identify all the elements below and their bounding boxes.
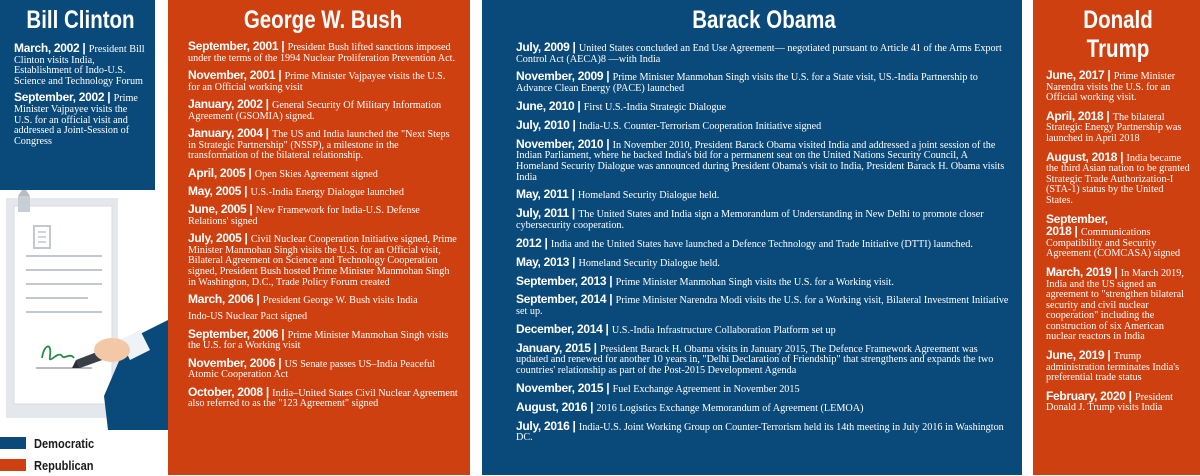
entry-separator: | bbox=[572, 254, 576, 269]
timeline-entry bbox=[1046, 149, 1190, 207]
entry-text: The United States and India sign a Memorandum of Understanding in New Delhi to promote closer cybersecurity cooperation. bbox=[516, 209, 984, 231]
entry-date: 2012 bbox=[516, 235, 542, 250]
entry-date: July, 2011 bbox=[516, 206, 569, 221]
obama-entries bbox=[516, 42, 1012, 444]
entry-text: Open Skies Agreement signed bbox=[254, 168, 378, 180]
entry-text: 2016 Logistics Exchange Memorandum of Agreement (LEMOA) bbox=[596, 402, 864, 414]
entry-date: September, 2014 bbox=[516, 292, 607, 307]
timeline-entry bbox=[188, 96, 458, 122]
trump-title: Donald Trump bbox=[1083, 6, 1153, 63]
entry-separator: | bbox=[606, 380, 610, 395]
entry-separator: | bbox=[605, 321, 609, 336]
obama-title: Barack Obama bbox=[692, 6, 836, 34]
entry-separator: | bbox=[1128, 388, 1132, 403]
entry-text: Prime Minister Manmohan Singh visits the U.S. for a Working visit. bbox=[615, 276, 894, 288]
entry-separator: | bbox=[249, 202, 253, 217]
entry-date: December, 2014 bbox=[516, 321, 603, 336]
legend-label-democratic: Democratic bbox=[34, 435, 95, 451]
entry-date: May, 2005 bbox=[188, 183, 242, 198]
obama-column bbox=[482, 0, 1022, 475]
timeline-entry bbox=[188, 384, 458, 410]
timeline-entry bbox=[188, 183, 458, 199]
entry-separator: | bbox=[1120, 149, 1124, 164]
clinton-entries bbox=[14, 43, 147, 147]
entry-date: August, 2016 bbox=[516, 399, 588, 414]
timeline-entry bbox=[188, 355, 458, 381]
entry-text: New Framework for India-U.S. Defense Relations' signed bbox=[188, 205, 420, 227]
timeline-entry bbox=[516, 189, 1012, 202]
timeline-entry bbox=[1046, 70, 1190, 104]
entry-separator: | bbox=[278, 67, 282, 82]
timeline-entry bbox=[188, 125, 458, 162]
timeline-entry bbox=[516, 208, 1012, 231]
entry-separator: | bbox=[544, 235, 548, 250]
entry-date: June, 2005 bbox=[188, 202, 247, 217]
entry-date: January, 2004 bbox=[188, 125, 263, 140]
entry-text: General Security Of Military Information Agreement (GSOMIA) signed. bbox=[188, 99, 442, 122]
entry-text: Prime Minister Narendra visits the U.S. for an Official working visit. bbox=[1046, 71, 1176, 104]
timeline-entry bbox=[516, 71, 1012, 94]
entry-text: President Bill Clinton visits India, Establishment of Indo-U.S. Science and Technology Forum bbox=[14, 44, 145, 87]
entry-text: India–United States Civil Nuclear Agreement also referred to as the "123 Agreement" signed bbox=[188, 387, 458, 410]
timeline-entry bbox=[188, 312, 458, 323]
republican-swatch bbox=[0, 459, 26, 471]
entry-text: Indo-US Nuclear Pact signed bbox=[188, 311, 308, 323]
entry-separator: | bbox=[265, 384, 270, 399]
entry-text: India became the third Asian nation to be granted Strategic Trade Authorization-I (STA-1) status by the United States. bbox=[1046, 152, 1190, 206]
document-signing-icon bbox=[0, 190, 168, 430]
entry-date: February, 2020 bbox=[1046, 388, 1126, 403]
entry-separator: | bbox=[244, 231, 248, 246]
timeline-entry bbox=[516, 98, 1012, 114]
entry-date: June, 2017 bbox=[1046, 68, 1105, 82]
entry-date: August, 2018 bbox=[1046, 149, 1118, 164]
entry-text: Prime Minister Manmohan Singh visits the U.S. for a State visit, US.-India Partnership to Advance Clean Energy (PACE) launched bbox=[516, 72, 978, 95]
timeline-entry bbox=[1046, 388, 1190, 414]
entry-separator: | bbox=[265, 125, 269, 140]
entry-date: March, 2002 bbox=[14, 41, 80, 55]
entry-separator: | bbox=[281, 39, 285, 53]
entry-text: President Donald J. Trump visits India bbox=[1046, 391, 1173, 414]
timeline-entry bbox=[516, 380, 1012, 396]
timeline-entry bbox=[516, 235, 1012, 251]
timeline-entry bbox=[516, 340, 1012, 377]
entry-date: September, 2018 bbox=[1046, 211, 1108, 239]
document-signing-illustration bbox=[0, 190, 168, 430]
entry-date: September, 2013 bbox=[516, 273, 607, 288]
entry-text: India-U.S. Counter-Terrorism Cooperation Initiative signed bbox=[578, 120, 822, 132]
entry-date: January, 2002 bbox=[188, 96, 263, 111]
entry-separator: | bbox=[256, 292, 260, 307]
entry-date: May, 2013 bbox=[516, 254, 570, 269]
entry-date: April, 2018 bbox=[1046, 108, 1104, 123]
entry-separator: | bbox=[1114, 264, 1118, 279]
entry-date: June, 2019 bbox=[1046, 348, 1105, 363]
clinton-title: Bill Clinton bbox=[26, 6, 135, 34]
democratic-swatch bbox=[0, 437, 26, 449]
entry-separator: | bbox=[265, 96, 269, 111]
entry-date: July, 2009 bbox=[516, 40, 570, 54]
entry-text: India-U.S. Joint Working Group on Counter-Terrorism held its 14th meeting in July 2016 in Washington DC. bbox=[516, 421, 1004, 444]
entry-date: October, 2008 bbox=[188, 384, 263, 399]
timeline-entry bbox=[516, 399, 1012, 415]
entry-text: First U.S.-India Strategic Dialogue bbox=[583, 101, 727, 113]
timeline-entry bbox=[188, 233, 458, 288]
timeline-entry bbox=[516, 136, 1012, 183]
trump-column bbox=[1033, 0, 1200, 475]
entry-text: U.S.-India Energy Dialogue launched bbox=[250, 186, 404, 198]
entry-date: November, 2015 bbox=[516, 380, 604, 395]
entry-date: November, 2006 bbox=[188, 355, 276, 370]
timeline-entry bbox=[1046, 211, 1190, 260]
entry-text: Homeland Security Dialogue held. bbox=[578, 257, 720, 269]
entry-date: November, 2009 bbox=[516, 69, 604, 84]
entry-date: July, 2016 bbox=[516, 418, 570, 433]
entry-text: Communications Compatibility and Security Agreement (COMCASA) signed bbox=[1046, 227, 1181, 260]
entry-date: September, 2002 bbox=[14, 90, 105, 105]
entry-separator: | bbox=[281, 326, 285, 341]
timeline-entry bbox=[188, 67, 458, 93]
entry-text: Trump administration terminates India's preferential trade status bbox=[1046, 351, 1180, 384]
legend-item-democratic bbox=[0, 432, 105, 454]
timeline-entry bbox=[516, 321, 1012, 337]
entry-date: November, 2010 bbox=[516, 136, 604, 151]
entry-text: Prime Minister Manmohan Singh visits the U.S. for a Working visit bbox=[188, 329, 449, 352]
timeline-entry bbox=[516, 117, 1012, 133]
entry-separator: | bbox=[590, 399, 594, 414]
timeline-entry bbox=[516, 273, 1012, 289]
entry-separator: | bbox=[572, 117, 576, 132]
timeline-entry bbox=[516, 418, 1012, 444]
timeline-entry bbox=[1046, 264, 1190, 343]
entry-separator: | bbox=[593, 340, 597, 355]
entry-date: March, 2006 bbox=[188, 292, 254, 307]
entry-separator: | bbox=[278, 355, 282, 370]
timeline-entry bbox=[516, 294, 1012, 317]
bush-column bbox=[168, 0, 470, 475]
entry-text: US Senate passes US–India Peaceful Atomic Cooperation Act bbox=[188, 358, 436, 381]
timeline-entry bbox=[188, 294, 458, 307]
entry-text: Prime Minister Vajpayee visits the U.S. for an Official working visit bbox=[188, 70, 446, 93]
entry-text: President George W. Bush visits India bbox=[262, 295, 418, 307]
entry-separator: | bbox=[1107, 68, 1111, 82]
entry-separator: | bbox=[571, 187, 575, 202]
party-legend bbox=[0, 432, 105, 476]
timeline-entry bbox=[14, 43, 147, 87]
bush-title: George W. Bush bbox=[243, 6, 403, 34]
entry-date: May, 2011 bbox=[516, 187, 569, 202]
entry-separator: | bbox=[107, 90, 111, 105]
entry-text: United States concluded an End Use Agreement— negotiated pursuant to Article 41 of the Arms Export Control Act (AECA)8 —with India bbox=[516, 43, 1002, 65]
trump-entries bbox=[1046, 70, 1190, 414]
entry-separator: | bbox=[244, 183, 248, 198]
entry-date: July, 2010 bbox=[516, 117, 570, 132]
entry-separator: | bbox=[1107, 348, 1111, 363]
entry-text: In November 2010, President Barack Obama visited India and addressed a joint session of the Indian Parliament, where he backed India's bid for a permanent seat on the United Nations Security Council, A Homeland Security Dialogue was announced during President Obama's visit to India, President Barack H. Obama visits India bbox=[516, 139, 1005, 183]
legend-label-republican: Republican bbox=[34, 457, 94, 473]
entry-separator: | bbox=[1074, 224, 1078, 239]
timeline-entry bbox=[188, 326, 458, 352]
entry-date: July, 2005 bbox=[188, 231, 242, 246]
legend-item-republican bbox=[0, 454, 105, 476]
timeline-entry bbox=[516, 254, 1012, 270]
entry-separator: | bbox=[572, 40, 576, 54]
entry-text: The bilateral Strategic Energy Partnership was launched in April 2018 bbox=[1046, 111, 1182, 144]
bush-entries bbox=[188, 41, 458, 410]
entry-separator: | bbox=[609, 273, 613, 288]
entry-date: March, 2019 bbox=[1046, 264, 1112, 279]
entry-date: November, 2001 bbox=[188, 67, 276, 82]
entry-date: June, 2010 bbox=[516, 98, 575, 113]
entry-text: President Bush lifted sanctions imposed under the terms of the 1994 Nuclear Proliferation Prevention Act. bbox=[188, 42, 456, 64]
entry-text: Civil Nuclear Cooperation Initiative signed, Prime Minister Manmohan Singh visits the U.S. for an Official visit, Bilateral Agreement on Science and Technology Cooperation signed, President Bush hosted Prime Minister Manmohan Singh in Washington, D.C., Trade Policy Forum created bbox=[188, 234, 457, 288]
entry-text: Homeland Security Dialogue held. bbox=[577, 190, 720, 202]
entry-separator: | bbox=[1106, 108, 1110, 123]
timeline-entry bbox=[1046, 108, 1190, 145]
entry-text: Fuel Exchange Agreement in November 2015 bbox=[612, 383, 800, 395]
entry-text: In March 2019, India and the US signed an agreement to "strengthen bilateral security and civil nuclear cooperation" including the construction of six American nuclear reactors in India bbox=[1046, 267, 1184, 343]
entry-separator: | bbox=[571, 206, 576, 221]
timeline-entry bbox=[14, 92, 147, 147]
timeline-entry bbox=[516, 42, 1012, 65]
entry-text: President Barack H. Obama visits in January 2015, The Defence Framework Agreement was updated and renewed for another 10 years in, "Delhi Declaration of Friendship" that strengthens and expands the two countries' relationship as part of the Post-2015 Development Agenda bbox=[516, 343, 994, 377]
entry-text: Prime Minister Narendra Modi visits the U.S. for a Working visit, Bilateral Investment Initiative set up. bbox=[516, 295, 1009, 318]
timeline-entry bbox=[1046, 350, 1190, 384]
entry-separator: | bbox=[609, 292, 613, 307]
entry-date: September, 2006 bbox=[188, 326, 279, 341]
entry-separator: | bbox=[572, 418, 576, 433]
clinton-column bbox=[0, 0, 155, 190]
timeline-entry bbox=[188, 165, 458, 181]
entry-date: January, 2015 bbox=[516, 340, 591, 355]
entry-separator: | bbox=[82, 41, 86, 55]
entry-separator: | bbox=[606, 69, 610, 84]
entry-date: September, 2001 bbox=[188, 39, 279, 53]
entry-separator: | bbox=[606, 136, 610, 151]
timeline-entry bbox=[188, 204, 458, 227]
entry-separator: | bbox=[577, 98, 581, 113]
entry-text: The US and India launched the "Next Steps in Strategic Partnership" (NSSP), a milestone in the transformation of the bilateral relationship. bbox=[188, 128, 450, 162]
entry-text: India and the United States have launched a Defence Technology and Trade Initiative (DTTI) launched. bbox=[550, 238, 973, 250]
timeline-entry bbox=[188, 41, 458, 64]
entry-text: U.S.-India Infrastructure Collaboration Platform set up bbox=[611, 324, 836, 336]
entry-separator: | bbox=[248, 165, 252, 180]
entry-date: April, 2005 bbox=[188, 165, 246, 180]
entry-text: Prime Minister Vajpayee visits the U.S. for an official visit and addressed a Joint-Session of Congress bbox=[14, 93, 138, 147]
